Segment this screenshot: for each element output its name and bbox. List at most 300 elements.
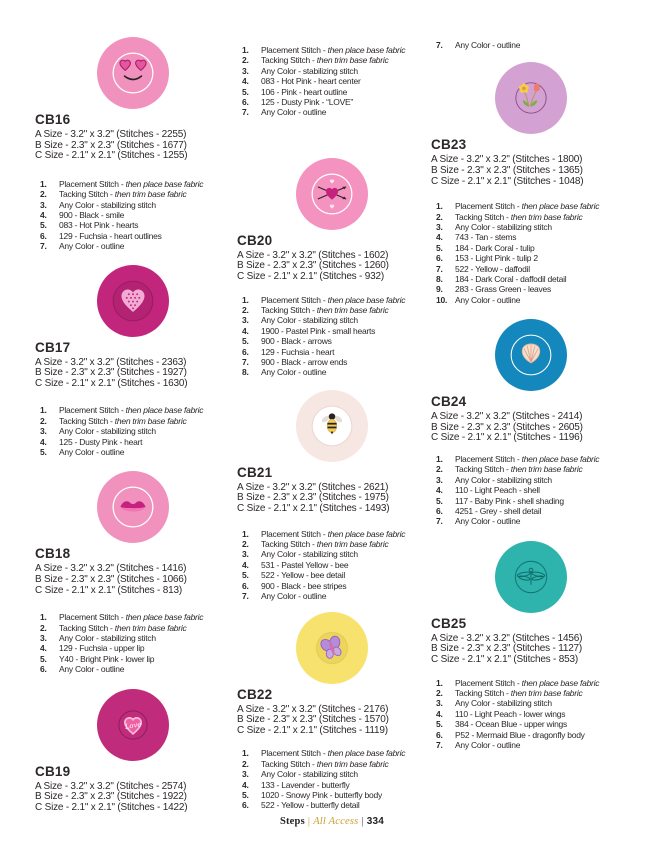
instruction-number: 4. [40,643,47,654]
instruction-list-cb21 [237,529,427,602]
instruction-number: 5. [242,570,249,581]
instruction-text: 129 - Fuchsia - heart [261,346,335,357]
instruction-item [242,549,427,559]
instruction-text: Tacking Stitch - then trim base fabric [455,688,583,699]
instruction-item [436,40,631,50]
instruction-item [242,295,427,305]
instruction-item [242,55,427,65]
instruction-item [436,253,631,263]
instruction-text: 106 - Pink - heart outline [261,86,348,97]
bee-icon [309,403,355,449]
design-cb17 [35,265,231,458]
instruction-number: 5. [40,447,47,458]
instruction-number: 2. [242,55,249,66]
instruction-item [40,231,231,241]
design-cb21 [237,390,427,602]
instruction-number: 2. [242,305,249,316]
instruction-text: 900 - Black - bee stripes [261,580,347,591]
size-line: C Size - 2.1" x 2.1" (Stitches - 1119) [237,724,388,736]
instruction-number: 5. [436,495,443,506]
instruction-list-cb17 [35,405,231,457]
column-right [431,0,631,751]
spring-flowers-icon [508,75,554,121]
size-line: B Size - 2.3" x 2.3" (Stitches - 2605) [431,421,583,433]
instruction-text: Any Color - stabilizing stitch [59,633,156,644]
size-line: A Size - 3.2" x 3.2" (Stitches - 2414) [431,411,583,423]
instruction-item [40,633,231,643]
instruction-number: 4. [40,436,47,447]
size-line: A Size - 3.2" x 3.2" (Stitches - 2574) [35,780,187,792]
instruction-number: 7. [436,516,443,527]
instruction-item [242,336,427,346]
heart-with-arrows-icon [309,171,355,217]
instruction-text: Any Color - stabilizing stitch [261,65,358,76]
instruction-item [40,437,231,447]
instruction-item [40,241,231,251]
instruction-text: Placement Stitch - then place base fabric [59,405,204,416]
column-middle [237,0,427,827]
instruction-text: Tacking Stitch - then trim base fabric [261,539,389,550]
size-list [237,251,427,283]
instruction-list-cb23 [431,201,631,305]
instruction-text: Placement Stitch - then place base fabric [455,454,600,465]
instruction-item [242,87,427,97]
instruction-item [436,243,631,253]
instruction-number: 4. [242,559,249,570]
size-line: B Size - 2.3" x 2.3" (Stitches - 1127) [431,643,583,655]
instruction-number: 10. [436,294,448,305]
instruction-item [436,678,631,688]
size-list [237,705,427,737]
instruction-item [436,485,631,495]
instruction-number: 4. [436,485,443,496]
instruction-item [40,426,231,436]
size-line: B Size - 2.3" x 2.3" (Stitches - 1927) [35,367,187,379]
instruction-text: Any Color - outline [261,107,327,118]
instruction-number: 7. [436,740,443,751]
instruction-text: 184 - Dark Coral - tulip [455,242,535,253]
instruction-text: Any Color - stabilizing stitch [455,698,552,709]
size-list [35,358,231,390]
instruction-number: 4. [40,210,47,220]
instruction-item [242,790,427,800]
size-line: A Size - 3.2" x 3.2" (Stitches - 2363) [35,356,187,368]
design-title: CB22 [237,686,273,702]
size-line: C Size - 2.1" x 2.1" (Stitches - 1422) [35,801,188,813]
instruction-item [436,740,631,750]
size-line: A Size - 3.2" x 3.2" (Stitches - 2176) [237,703,389,715]
instruction-number: 5. [242,86,249,97]
instruction-text: Any Color - outline [261,367,327,378]
instruction-item [40,447,231,457]
instruction-number: 4. [242,779,249,790]
instruction-item [242,76,427,86]
instruction-number: 5. [436,719,443,730]
instruction-number: 3. [242,315,249,326]
size-line: C Size - 2.1" x 2.1" (Stitches - 853) [431,654,578,666]
instruction-text: Tacking Stitch - then trim base fabric [59,622,187,633]
instruction-number: 2. [40,189,47,200]
button-image-cb17 [97,265,169,337]
instruction-number: 5. [40,220,47,231]
instruction-text: 4251 - Grey - shell detail [455,506,542,517]
button-image-cb21 [296,390,368,462]
instruction-item [40,664,231,674]
footer-separator: | [307,815,311,827]
instruction-number: 2. [436,688,443,699]
instruction-text: Placement Stitch - then place base fabric [455,677,600,688]
instruction-item [40,179,231,189]
instruction-text: 1900 - Pastel Pink - small hearts [261,325,376,336]
instruction-item [436,698,631,708]
instruction-text: Any Color - outline [261,591,327,602]
instruction-item [436,201,631,211]
instruction-number: 4. [242,76,249,87]
instruction-item [436,222,631,232]
instruction-number: 8. [242,367,249,378]
instruction-item [436,516,631,526]
instruction-text: 083 - Hot Pink - heart center [261,76,361,87]
instruction-item [436,496,631,506]
instruction-number: 3. [40,426,47,437]
instruction-item [436,730,631,740]
butterfly-icon [309,625,355,671]
instruction-text: Placement Stitch - then place base fabric [261,528,406,539]
design-title: CB16 [35,112,71,127]
instruction-item [40,416,231,426]
instruction-number: 4. [242,325,249,336]
instruction-number: 5. [242,336,249,347]
instruction-number: 5. [40,653,47,664]
button-image-cb19 [97,689,169,761]
instruction-item [242,97,427,107]
instruction-text: 283 - Grass Green - leaves [455,284,552,295]
instruction-text: Any Color - stabilizing stitch [59,199,156,210]
instruction-text: Tacking Stitch - then trim base fabric [261,758,389,769]
instruction-item [40,200,231,210]
instruction-number: 2. [242,539,249,550]
instruction-text: Placement Stitch - then place base fabric [455,201,600,212]
instruction-number: 3. [436,474,443,485]
size-line: A Size - 3.2" x 3.2" (Stitches - 1416) [35,563,187,575]
size-line: A Size - 3.2" x 3.2" (Stitches - 2255) [35,129,187,140]
instruction-text: Tacking Stitch - then trim base fabric [261,305,389,316]
instruction-number: 5. [436,242,443,253]
instruction-text: Tacking Stitch - then trim base fabric [261,55,389,66]
instruction-number: 3. [40,199,47,210]
instruction-number: 6. [40,664,47,675]
instruction-number: 7. [40,241,47,252]
design-cb25 [431,541,631,751]
instruction-item [436,719,631,729]
size-line: C Size - 2.1" x 2.1" (Stitches - 1255) [35,150,188,162]
instruction-item [242,759,427,769]
instruction-text: Any Color - outline [59,241,125,252]
instruction-text: 184 - Dark Coral - daffodil detail [455,274,567,285]
instruction-list-cb22 [237,748,427,810]
size-line: A Size - 3.2" x 3.2" (Stitches - 2621) [237,481,389,493]
instruction-item [242,539,427,549]
button-image-cb16 [97,37,169,109]
instruction-item [436,709,631,719]
footer-steps-label: Steps [279,815,305,827]
instruction-number: 2. [242,758,249,769]
design-title: CB23 [431,137,467,153]
size-line: C Size - 2.1" x 2.1" (Stitches - 1196) [431,432,583,444]
instruction-text: 110 - Light Peach - shell [455,485,540,496]
design-title: CB21 [237,464,273,480]
instruction-text: Any Color - outline [455,740,521,751]
design-cb24 [431,319,631,527]
instruction-text: 522 - Yellow - daffodil [455,263,530,274]
instruction-item [436,264,631,274]
instruction-item [40,612,231,622]
button-image-cb22 [296,612,368,684]
instruction-text: Any Color - stabilizing stitch [261,549,358,560]
design-cb22 [237,612,427,811]
design-cb20 [237,158,427,378]
size-list [431,634,631,666]
button-image-cb20 [296,158,368,230]
instruction-item [436,475,631,485]
size-line: B Size - 2.3" x 2.3" (Stitches - 1975) [237,492,389,504]
instruction-text: 900 - Black - arrow ends [261,357,348,368]
instruction-text: P52 - Mermaid Blue - dragonfly body [455,729,585,740]
instruction-item [40,643,231,653]
design-title: CB17 [35,339,71,355]
instruction-item [436,274,631,284]
size-line: B Size - 2.3" x 2.3" (Stitches - 1922) [35,791,187,803]
instruction-number: 6. [242,800,249,811]
instruction-number: 6. [242,97,249,108]
instruction-item [242,45,427,55]
size-list [35,564,231,596]
instruction-list-cb24 [431,454,631,527]
instruction-text: Any Color - outline [455,516,521,527]
instruction-text: 117 - Baby Pink - shell shading [455,495,564,506]
instruction-text: Any Color - stabilizing stitch [455,222,552,232]
instruction-number: 6. [436,729,443,740]
footer-separator: | [361,815,364,827]
lace-heart-icon [110,278,156,324]
instruction-list-cb20 [237,295,427,378]
instruction-text: Y40 - Bright Pink - lower lip [59,653,155,664]
instruction-number: 3. [242,769,249,780]
instruction-item [242,769,427,779]
instruction-text: Any Color - stabilizing stitch [455,474,552,485]
instruction-list-cb19 [237,45,427,118]
design-cb19 [35,689,231,814]
instruction-item [242,748,427,758]
instruction-number: 6. [436,506,443,517]
instruction-item [242,107,427,117]
instruction-item [436,454,631,464]
design-title: CB18 [35,546,71,562]
instruction-text: Any Color - outline [455,40,521,50]
instruction-item [242,560,427,570]
instruction-text: 900 - Black - arrows [261,336,332,347]
instruction-list-cb25 [431,678,631,751]
size-line: A Size - 3.2" x 3.2" (Stitches - 1602) [237,249,389,261]
instruction-list-cb18 [35,612,231,674]
instruction-item [242,315,427,325]
instruction-text: 531 - Pastel Yellow - bee [261,559,349,570]
button-image-cb18 [97,471,169,543]
size-line: C Size - 2.1" x 2.1" (Stitches - 813) [35,584,182,596]
instruction-number: 5. [242,789,249,800]
size-line: B Size - 2.3" x 2.3" (Stitches - 1677) [35,139,187,151]
instruction-number: 1. [242,294,249,305]
instruction-number: 6. [436,253,443,264]
instruction-number: 7. [436,40,443,50]
instruction-number: 6. [242,580,249,591]
design-title: CB24 [431,394,467,410]
instruction-number: 7. [242,357,249,368]
design-cb18 [35,471,231,674]
instruction-text: Placement Stitch - then place base fabric [261,294,406,305]
dragonfly-icon [508,554,554,600]
seashell-icon [508,332,554,378]
design-cb23 [431,62,631,305]
instruction-text: 522 - Yellow - bee detail [261,570,346,581]
size-list [431,412,631,444]
instruction-number: 9. [436,284,443,295]
button-image-cb24 [495,319,567,391]
size-list [431,155,631,187]
instruction-number: 3. [436,222,443,232]
instruction-item [242,591,427,601]
instruction-list-cb16 [35,179,231,252]
instruction-text: 083 - Hot Pink - hearts [59,220,139,231]
instruction-number: 6. [40,230,47,241]
instruction-text: 110 - Light Peach - lower wings [455,708,566,719]
footer-page-number: 334 [366,815,385,827]
instruction-number: 3. [40,633,47,644]
instruction-text: 153 - Light Pink - tulip 2 [455,253,538,264]
instruction-text: 129 - Fuchsia - upper lip [59,643,145,654]
instruction-item [436,284,631,294]
instruction-item [242,305,427,315]
instruction-text: 522 - Yellow - butterfly detail [261,800,360,811]
instruction-text: 125 - Dusty Pink - heart [59,436,143,447]
instruction-number: 2. [40,622,47,633]
instruction-number: 1. [242,528,249,539]
instruction-item [436,506,631,516]
instruction-item [436,212,631,222]
instruction-number: 7. [436,263,443,274]
instruction-item [242,529,427,539]
instruction-number: 2. [436,211,443,222]
instruction-text: Any Color - outline [59,447,125,458]
instruction-number: 7. [242,107,249,118]
love-heart-icon [110,702,156,748]
instruction-text: Any Color - stabilizing stitch [261,315,358,326]
instruction-text: Any Color - stabilizing stitch [59,426,156,437]
instruction-number: 8. [436,274,443,285]
button-image-cb25 [495,541,567,613]
size-list [35,782,231,814]
instruction-text: 384 - Ocean Blue - upper wings [455,719,568,730]
instruction-item [242,570,427,580]
column-left [35,0,231,813]
instruction-text: 129 - Fuchsia - heart outlines [59,230,162,241]
instruction-item [242,326,427,336]
size-line: B Size - 2.3" x 2.3" (Stitches - 1260) [237,260,389,272]
instruction-list-cb22-continued [431,40,631,50]
size-list [237,483,427,515]
size-line: C Size - 2.1" x 2.1" (Stitches - 932) [237,271,384,283]
instruction-number: 6. [242,346,249,357]
instruction-item [242,780,427,790]
page-footer [237,816,427,827]
lips-icon [110,484,156,530]
instruction-item [242,581,427,591]
design-title: CB25 [431,615,467,631]
instruction-number: 3. [242,549,249,560]
instruction-number: 1. [242,45,249,55]
instruction-text: Tacking Stitch - then trim base fabric [455,464,583,475]
instruction-number: 1. [242,748,249,759]
instruction-item [40,405,231,415]
instruction-text: Tacking Stitch - then trim base fabric [59,415,187,426]
instruction-number: 2. [436,464,443,475]
design-title: CB20 [237,232,273,248]
instruction-item [242,66,427,76]
instruction-text: Placement Stitch - then place base fabric [59,178,204,189]
instruction-number: 1. [436,677,443,688]
button-image-cb23 [495,62,567,134]
instruction-number: 4. [436,232,443,243]
instruction-number: 4. [436,708,443,719]
instruction-text: 133 - Lavender - butterfly [261,779,350,790]
instruction-number: 1. [40,178,47,189]
instruction-text: Placement Stitch - then place base fabric [261,45,406,55]
instruction-number: 1. [436,454,443,465]
design-cb16 [35,37,231,252]
instruction-text: Tacking Stitch - then trim base fabric [59,189,187,200]
instruction-number: 3. [242,65,249,76]
size-line: A Size - 3.2" x 3.2" (Stitches - 1456) [431,632,583,644]
instruction-item [242,357,427,367]
instruction-text: 1020 - Snowy Pink - butterfly body [261,789,382,800]
instruction-text: Placement Stitch - then place base fabric [59,612,204,623]
design-title: CB19 [35,763,71,779]
instruction-text: Any Color - outline [455,294,521,305]
instruction-item [436,295,631,305]
instruction-item [242,367,427,377]
instruction-item [40,189,231,199]
footer-brand-label: All Access [313,815,359,827]
size-line: B Size - 2.3" x 2.3" (Stitches - 1570) [237,714,389,726]
size-line: C Size - 2.1" x 2.1" (Stitches - 1048) [431,175,584,187]
instruction-text: 125 - Dusty Pink - “LOVE” [261,97,354,108]
size-line: B Size - 2.3" x 2.3" (Stitches - 1066) [35,574,187,586]
instruction-number: 1. [40,405,47,416]
instruction-text: Any Color - outline [59,664,125,675]
svg-text:Love: Love [124,719,142,731]
instruction-text: Tacking Stitch - then trim base fabric [455,211,583,222]
instruction-item [436,688,631,698]
size-line: C Size - 2.1" x 2.1" (Stitches - 1493) [237,503,390,515]
instruction-item [40,210,231,220]
size-line: B Size - 2.3" x 2.3" (Stitches - 1365) [431,165,583,176]
instruction-item [40,220,231,230]
instruction-text: 743 - Tan - stems [455,232,517,243]
instruction-text: 900 - Black - smile [59,210,125,220]
heart-eyes-smiley-icon [110,50,156,96]
instruction-number: 7. [242,591,249,602]
instruction-text: Any Color - stabilizing stitch [261,769,358,780]
